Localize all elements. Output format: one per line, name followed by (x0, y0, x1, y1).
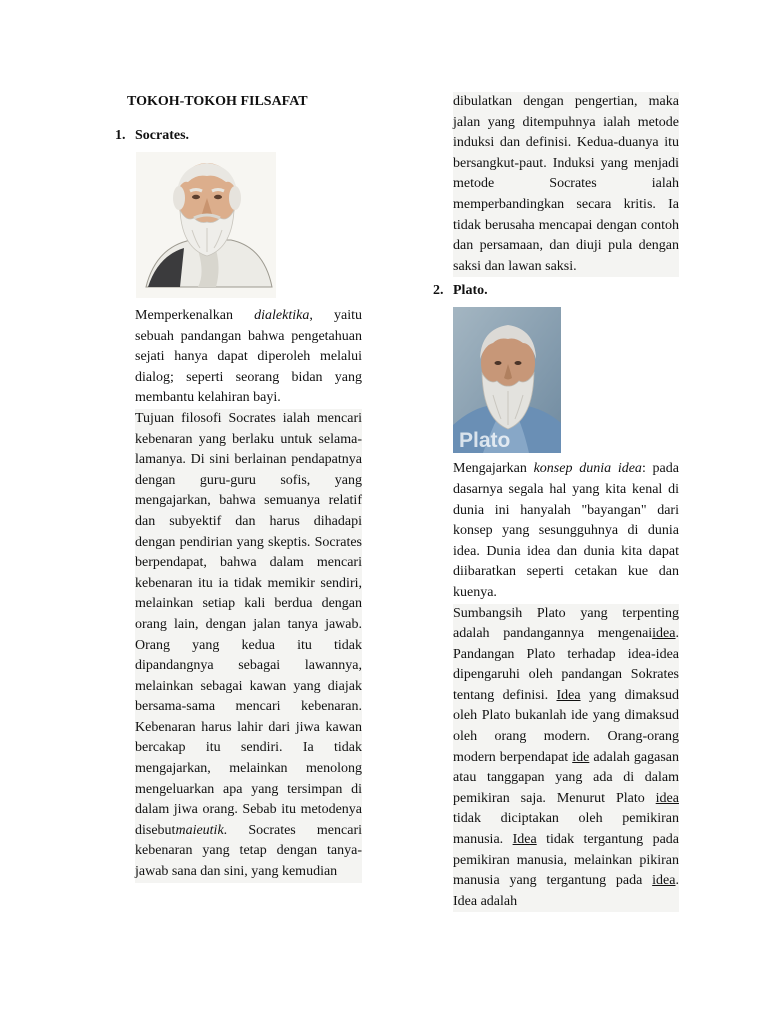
underlined-term: Idea (556, 687, 581, 703)
underlined-term: idea (652, 873, 676, 889)
underlined-term: idea (655, 790, 679, 806)
socrates-bust-illustration (136, 152, 276, 298)
term-konsep-dunia-idea: konsep dunia idea (533, 461, 642, 477)
term-maieutik: maieutik (175, 822, 224, 838)
section-title: Socrates. (135, 128, 190, 143)
section-number: 1. (115, 128, 126, 143)
right-column (433, 92, 679, 912)
page-title: TOKOH-TOKOH FILSAFAT (127, 94, 308, 109)
plato-portrait-image (453, 307, 561, 453)
plato-bust-illustration (453, 307, 561, 453)
socrates-continued-paragraph: dibulatkan dengan pengertian, maka jalan yang ditempuhnya ialah metode induksi dan definisi. Kedua-duanya itu bersangkut-paut. Induksi yang menjadi metode Socrates ialah memperbandingkan secara kritis. Ia tidak berusaha mencapai dengan contoh dan persamaan, dan diuji pula dengan saksi dan lawan saksi. (453, 92, 679, 277)
underlined-term: idea (652, 626, 676, 642)
plato-body-paragraph: Sumbangsih Plato yang terpenting adalah pandangannya mengenaiidea. Pandangan Plato terhadap idea-idea dipengaruhi oleh pandangan Sokrates tentang definisi. Idea yang dimaksud oleh Plato bukanlah ide yang dimaksud oleh orang modern. Orang-orang modern berpendapat ide adalah gagasan atau tanggapan yang ada di dalam pemikiran saja. Menurut Plato idea tidak diciptakan oleh pemikiran manusia. Idea tidak tergantung pada pemikiran manusia, melainkan pikiran manusia yang tergantung pada idea. Idea adalah (453, 604, 679, 913)
term-dialektika: dialektika (254, 308, 310, 323)
section-number: 2. (433, 283, 444, 299)
socrates-body-paragraph: Tujuan filosofi Socrates ialah mencari kebenaran yang berlaku untuk selama-lamanya. Di sini berlainan pendapatnya dengan guru-guru sofis, yang mengajarkan, bahwa semuanya relatif dan subyektif dan harus dihadapi dengan pendirian yang skeptis. Socrates berpendapat, bahwa dalam mencari kebenaran itu ia tidak memikir sendiri, melainkan setiap kali berdua dengan orang lain, dengan jalan tanya jawab. Orang yang kedua itu tidak dipandangnya sebagai lawannya, melainkan sebagai kawan yang diajak bersama-sama mencari kebenaran. Kebenaran harus lahir dari jiwa kawan bercakap itu sendiri. Ia tidak mengajarkan, melainkan menolong mengeluarkan apa yang tersimpan di dalam jiwa orang. Sebab itu metodenya disebutmaieutik. Socrates mencari kebenaran yang tetap dengan tanya-jawab sana dan sini, yang kemudian (135, 409, 362, 883)
section-heading-plato (433, 281, 679, 301)
socrates-portrait-image (136, 152, 276, 298)
plato-intro-paragraph: Mengajarkan konsep dunia idea: pada dasarnya segala hal yang kita kenal di dunia ini hanyalah "bayangan" dari konsep yang sesungguhnya di dunia idea. Dunia idea dan dunia kita dapat diibaratkan seperti cetakan kue dan kuenya. (453, 461, 679, 600)
plato-image-caption: Plato (459, 429, 511, 453)
socrates-intro-paragraph: Memperkenalkan dialektika, yaitu sebuah pandangan bahwa pengetahuan sejati hanya dapat diperoleh melalui dialog; seperti seorang bidan yang membantu kelahiran bayi. (135, 308, 362, 406)
underlined-term: Idea (512, 832, 537, 848)
section-heading-socrates (115, 126, 362, 146)
section-title: Plato. (453, 283, 488, 299)
underlined-term: ide (572, 749, 590, 765)
left-column (115, 92, 362, 883)
